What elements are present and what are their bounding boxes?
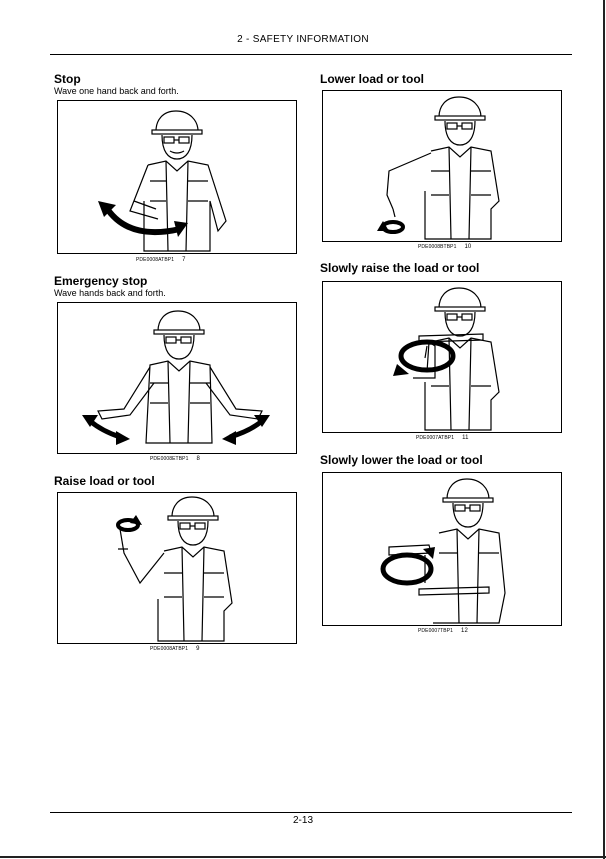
figure-caption	[150, 646, 200, 652]
figure-caption	[136, 257, 186, 263]
section-description: Wave one hand back and forth.	[54, 86, 179, 96]
slowly-lower-signal-figure	[322, 472, 562, 626]
section-heading: Stop	[54, 72, 81, 86]
figure-code: PDE0007ATBP1	[416, 435, 455, 441]
header-divider	[50, 54, 572, 55]
footer-divider	[50, 812, 572, 813]
section-heading: Lower load or tool	[320, 72, 424, 86]
slowly-raise-signal-illustration	[323, 282, 561, 432]
section-heading: Raise load or tool	[54, 474, 155, 488]
figure-code: PDE0008ATBP1	[150, 646, 189, 652]
section-heading: Slowly raise the load or tool	[320, 261, 480, 275]
stop-signal-figure	[57, 100, 297, 254]
figure-code: PDE0007TBP1	[418, 628, 454, 634]
section-slowly-raise	[320, 262, 479, 275]
figure-caption	[418, 244, 471, 250]
slowly-raise-signal-figure	[322, 281, 562, 433]
emergency-stop-signal-figure	[57, 302, 297, 454]
section-emergency-stop	[54, 275, 166, 299]
section-raise-load	[54, 475, 155, 488]
page-edge-bottom	[0, 856, 606, 858]
figure-code: PDE0008BTBP1	[418, 244, 457, 250]
raise-load-signal-figure	[57, 492, 297, 644]
figure-number: 10	[464, 244, 472, 250]
figure-caption	[150, 456, 200, 462]
figure-code: PDE0008ATBP1	[136, 257, 175, 263]
lower-load-signal-illustration	[323, 91, 561, 241]
figure-code: PDE0008ETBP1	[150, 456, 189, 462]
figure-number: 7	[182, 257, 186, 263]
page-number: 2-13	[292, 815, 313, 826]
page-header: 2 - SAFETY INFORMATION	[237, 34, 369, 45]
section-heading: Slowly lower the load or tool	[320, 453, 483, 467]
section-heading: Emergency stop	[54, 274, 148, 288]
figure-number: 9	[196, 646, 200, 652]
emergency-stop-signal-illustration	[58, 303, 296, 453]
section-lower-load	[320, 73, 424, 86]
figure-number: 8	[196, 456, 200, 462]
section-slowly-lower	[320, 454, 483, 467]
slowly-lower-signal-illustration	[323, 473, 561, 625]
figure-caption	[418, 628, 468, 634]
figure-number: 11	[462, 435, 469, 441]
raise-load-signal-illustration	[58, 493, 296, 643]
section-description: Wave hands back and forth.	[54, 288, 166, 298]
stop-signal-illustration	[58, 101, 296, 253]
page-edge-right	[603, 0, 605, 859]
figure-number: 12	[461, 628, 468, 634]
lower-load-signal-figure	[322, 90, 562, 242]
figure-caption	[416, 435, 469, 441]
section-stop	[54, 73, 179, 97]
